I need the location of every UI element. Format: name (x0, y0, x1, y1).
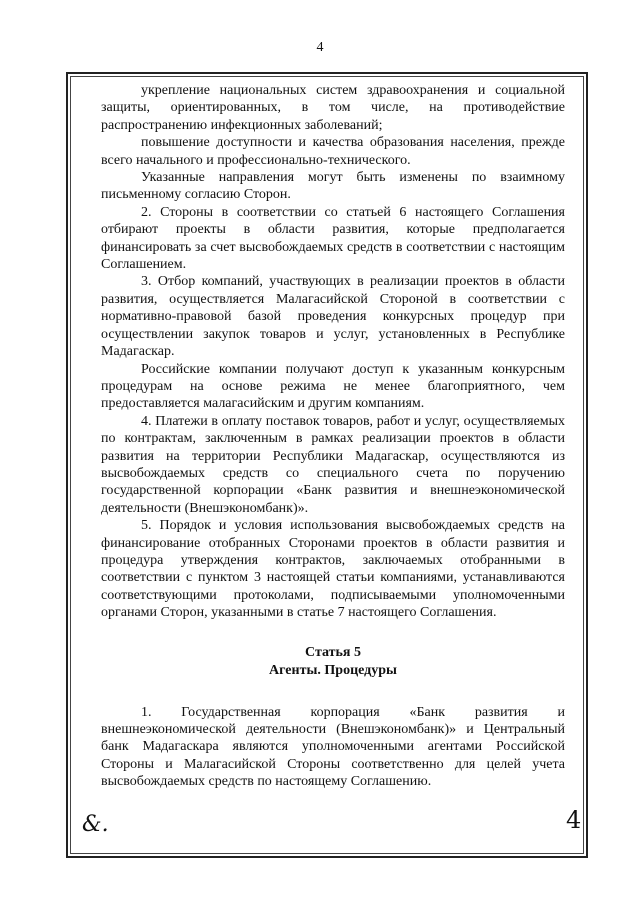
handwritten-initial-left: &. (82, 812, 109, 837)
paragraph-directions-change: Указанные направления могут быть изменены по взаимному письменному согласию Сторон. (101, 170, 565, 203)
paragraph-article5-clause-1: 1. Государственная корпорация «Банк развития и внешнеэкономической деятельности (Внешэкономбанк)» и Центральный банк Мадагаскара являются уполномоченными агентами Российской Стороны и Малагасийской Стороны соответственно для целей учета высвобождаемых средств по настоящему Соглашению. (101, 704, 565, 790)
heading-spacer (101, 680, 565, 704)
document-body (101, 82, 565, 791)
paragraph-russian-companies: Российские компании получают доступ к указанным конкурсным процедурам на основе режима не менее благоприятного, чем предоставляется малагасийским и другим компаниям. (101, 361, 565, 412)
paragraph-clause-2: 2. Стороны в соответствии со статьей 6 настоящего Соглашения отбирают проекты в области развития, которые предполагается финансировать за счет высвобождаемых средств в соответствии с настоящим Соглашением. (101, 204, 565, 273)
article-title: Статья 5 (305, 644, 361, 660)
article-subtitle: Агенты. Процедуры (269, 662, 397, 678)
paragraph-clause-3: 3. Отбор компаний, участвующих в реализации проектов в области развития, осуществляется Малагасийской Стороной в соответствии с нормативно-правовой базой проведения конкурсных процедур при осуществлении закупок товаров и услуг, установленных в Республике Мадагаскар. (101, 274, 565, 360)
handwritten-initial-right: 4 (566, 806, 582, 834)
paragraph-health: укрепление национальных систем здравоохранения и социальной защиты, ориентированных, в том числе, на противодействие распространению инфекционных заболеваний; (101, 83, 565, 133)
page-number: 4 (316, 40, 324, 55)
paragraph-clause-5: 5. Порядок и условия использования высвобождаемых средств на финансирование отобранных Сторонами проектов в области развития и процедура утверждения контрактов, заключаемых отобранными в соответствии с пунктом 3 настоящей статьи компаниями, устанавливаются соответствующими протоколами, подписываемыми уполномоченными органами Сторон, указанными в статье 7 настоящего Соглашения. (101, 518, 565, 621)
paragraph-clause-4: 4. Платежи в оплату поставок товаров, работ и услуг, осуществляемых по контрактам, заключенным в рамках реализации проектов в области развития на территории Республики Мадагаскар, осуществляются из высвобождаемых средств со специального счета по поручению государственной корпорации «Банк развития и внешнеэкономической деятельности (Внешэкономбанк)». (101, 413, 565, 516)
paragraph-education: повышение доступности и качества образования населения, прежде всего начального и профессионально-технического. (101, 135, 565, 168)
